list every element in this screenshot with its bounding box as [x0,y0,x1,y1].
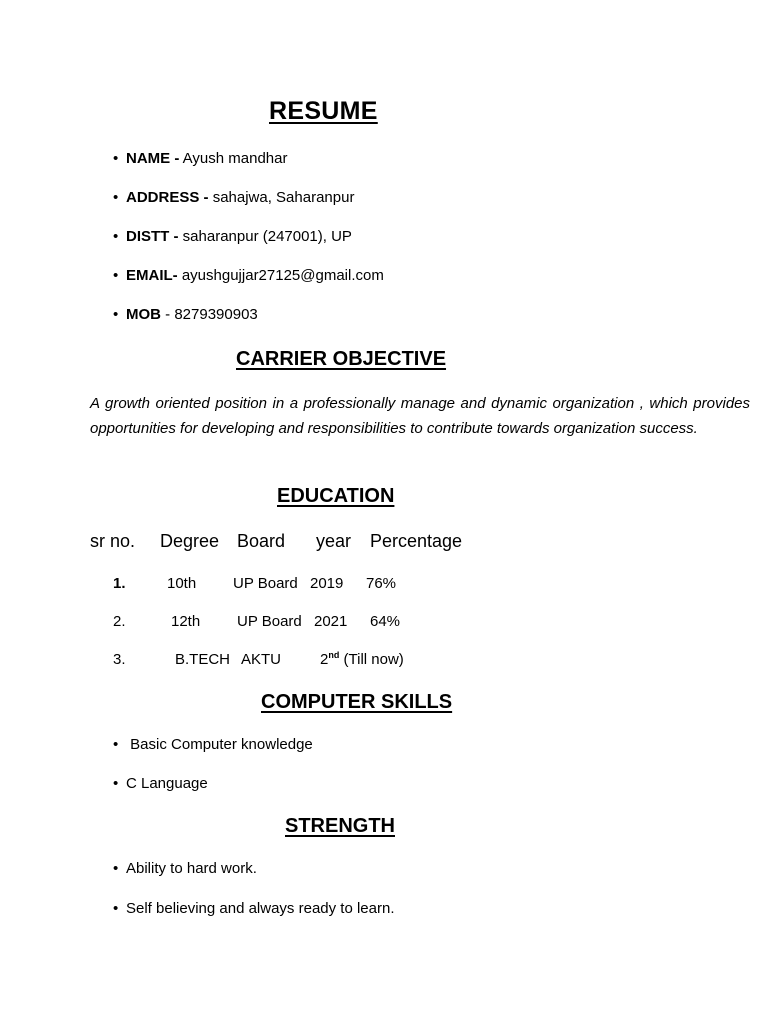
address-label: ADDRESS - [126,189,209,206]
education-heading: EDUCATION [277,485,395,507]
personal-distt-row [113,228,352,245]
year-note: (Till now) [343,651,404,668]
list-item [113,900,395,917]
bullet-icon [113,150,126,167]
column-header: year [316,531,352,551]
board-cell: UP Board [233,575,298,592]
bullet-icon [113,228,126,245]
personal-address-row [113,189,354,206]
column-header: Board [237,531,286,551]
address-value: sahajwa, Saharanpur [212,189,355,206]
objective-heading: CARRIER OBJECTIVE [236,348,447,370]
strength-text: Self believing and always ready to learn. [126,900,395,917]
year-number: 2 [320,651,329,668]
column-header: Percentage [370,531,463,551]
board-cell: AKTU [241,651,282,668]
bullet-icon [113,860,126,877]
name-label: NAME - [126,150,180,167]
name-value: Ayush mandhar [182,150,288,167]
percentage-cell: 64% [370,613,401,630]
list-item [113,736,313,753]
distt-label: DISTT - [126,228,179,245]
column-header: sr no. [90,531,136,551]
bullet-icon [113,189,126,206]
degree-cell: B.TECH [175,651,231,668]
personal-email-row [113,267,384,284]
strength-text: Ability to hard work. [126,860,257,877]
year-cell [320,651,404,668]
distt-value: saharanpur (247001), UP [182,228,352,245]
list-item [113,860,257,877]
year-suffix: nd [328,650,340,660]
percentage-cell: 76% [366,575,397,592]
column-header: Degree [160,531,220,551]
skill-text: Basic Computer knowledge [130,736,313,753]
bullet-icon [113,775,126,792]
board-cell: UP Board [237,613,302,630]
sr-cell: 3. [113,651,126,668]
personal-name-row [113,150,287,167]
bullet-icon [113,900,126,917]
email-label: EMAIL- [126,267,178,284]
bullet-icon [113,306,126,323]
sr-cell: 2. [113,613,126,630]
degree-cell: 12th [171,613,201,630]
bullet-icon [113,736,126,753]
computer-skills-heading: COMPUTER SKILLS [261,691,453,713]
objective-text: A growth oriented position in a professionally manage and dynamic organization , which provides opportunities for developing and responsibilities to contribute towards organization success. [90,395,750,437]
strength-heading: STRENGTH [285,815,395,837]
year-cell: 2021 [314,613,348,630]
year-cell: 2019 [310,575,344,592]
page-title: RESUME [269,97,378,125]
sr-cell: 1. [113,575,126,592]
personal-mob-row [113,306,258,323]
degree-cell: 10th [167,575,197,592]
skill-text: C Language [126,775,208,792]
mob-value: - 8279390903 [165,306,258,323]
mob-label: MOB [126,306,161,323]
list-item [113,775,208,792]
email-value: ayushgujjar27125@gmail.com [181,267,384,284]
bullet-icon [113,267,126,284]
